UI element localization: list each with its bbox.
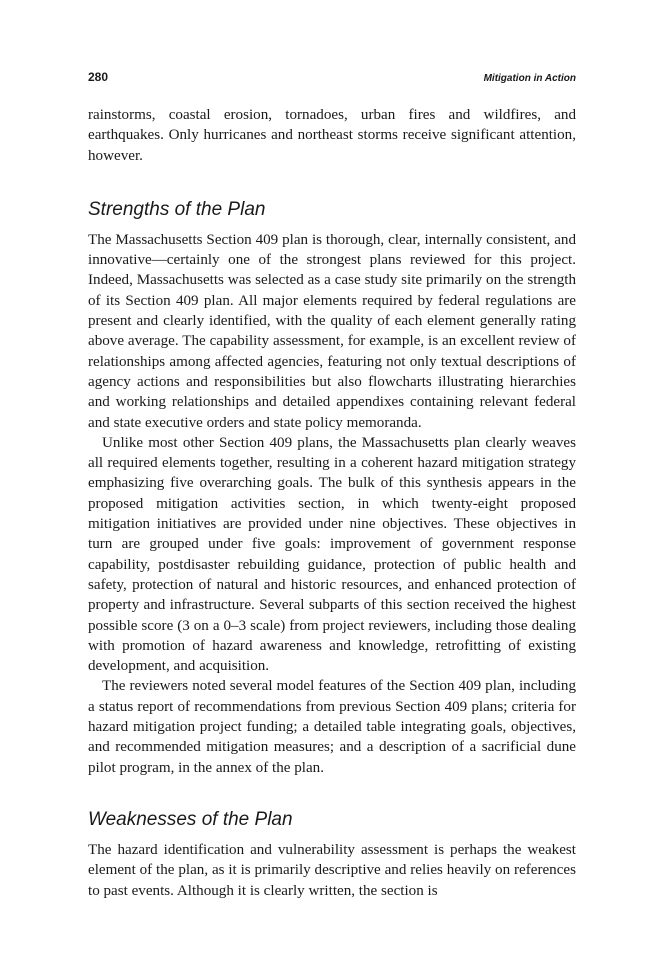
strengths-paragraph-2: Unlike most other Section 409 plans, the Massachusetts plan clearly weaves all required elements together, resulting in a coherent hazard mitigation strategy emphasizing five overarching goals. The bulk of this synthesis appears in the proposed mitigation activities section, in which twenty-eight proposed mitigation initiatives are provided under nine objectives. These objectives in turn are grouped under five goals: improvement of government response capability, postdisaster rebuilding guidance, protection of public health and safety, protection of natural and historic resources, and enhanced protection of property and infrastructure. Several subparts of this section received the highest possible score (3 on a 0–3 scale) from project reviewers, including those dealing with promotion of hazard awareness and knowledge, retrofitting of existing development, and acquisition. (88, 434, 576, 675)
page-number: 280 (88, 70, 109, 84)
running-title: Mitigation in Action (483, 73, 576, 84)
weaknesses-heading: Weaknesses of the Plan (88, 808, 293, 830)
weaknesses-paragraph-1: The hazard identification and vulnerability assessment is perhaps the weakest element of the plan, as it is primarily descriptive and relies heavily on references to past events. Although it is clearly written, the section is (88, 841, 576, 899)
intro-paragraph: rainstorms, coastal erosion, tornadoes, urban fires and wildfires, and earthquakes. Only hurricanes and northeast storms receive significant attention, however. (88, 107, 576, 164)
strengths-heading: Strengths of the Plan (88, 198, 266, 220)
page-body (88, 105, 576, 901)
strengths-paragraph-1: The Massachusetts Section 409 plan is thorough, clear, internally consistent, and innovative—certainly one of the strongest plans reviewed for this project. Indeed, Massachusetts was selected as a case study site primarily on the strength of its Section 409 plan. All major elements required by federal regulations are present and clearly identified, with the quality of each element generally rating above average. The capability assessment, for example, is an excellent review of relationships among affected agencies, featuring not only textual descriptions of agency actions and responsibilities but also flowcharts illustrating hierarchies and working relationships and detailed appendixes containing relevant federal and state executive orders and state policy memoranda. (88, 231, 576, 431)
strengths-paragraph-3: The reviewers noted several model features of the Section 409 plan, including a status report of recommendations from previous Section 409 plans; criteria for hazard mitigation project funding; a detailed table integrating goals, objectives, and recommended mitigation measures; and a description of a sacrificial dune pilot program, in the annex of the plan. (88, 678, 576, 776)
running-head (88, 70, 576, 84)
